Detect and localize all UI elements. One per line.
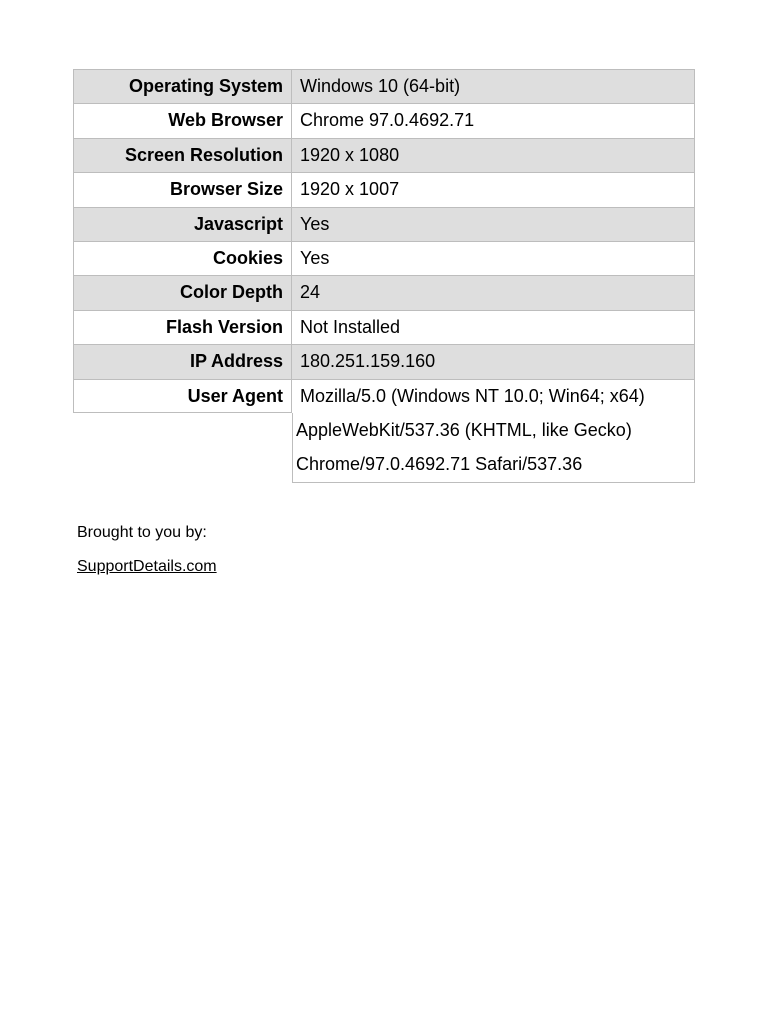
row-value: Yes <box>292 207 695 241</box>
row-ip-address <box>73 344 695 378</box>
row-web-browser <box>73 103 695 137</box>
row-value: Chrome 97.0.4692.71 <box>292 103 695 137</box>
row-value: Yes <box>292 241 695 275</box>
row-label: Operating System <box>73 69 292 103</box>
system-details-table <box>73 69 695 483</box>
footer <box>77 522 217 578</box>
row-value: Mozilla/5.0 (Windows NT 10.0; Win64; x64) <box>292 379 695 413</box>
row-label: User Agent <box>73 379 292 413</box>
row-flash-version <box>73 310 695 344</box>
row-label: Flash Version <box>73 310 292 344</box>
row-label: Screen Resolution <box>73 138 292 172</box>
row-value: 180.251.159.160 <box>292 344 695 378</box>
row-label: Cookies <box>73 241 292 275</box>
row-value: Windows 10 (64-bit) <box>292 69 695 103</box>
row-operating-system <box>73 69 695 103</box>
row-cookies <box>73 241 695 275</box>
row-value: 24 <box>292 275 695 309</box>
row-browser-size <box>73 172 695 206</box>
row-user-agent <box>73 379 695 413</box>
row-value: Not Installed <box>292 310 695 344</box>
row-screen-resolution <box>73 138 695 172</box>
brought-by-text: Brought to you by: <box>77 524 207 541</box>
row-label: Javascript <box>73 207 292 241</box>
user-agent-continuation <box>292 413 695 483</box>
row-label: IP Address <box>73 344 292 378</box>
row-label: Browser Size <box>73 172 292 206</box>
row-value: 1920 x 1080 <box>292 138 695 172</box>
support-details-link[interactable]: SupportDetails.com <box>77 558 217 575</box>
user-agent-line: AppleWebKit/537.36 (KHTML, like Gecko) <box>296 419 632 440</box>
user-agent-line: Chrome/97.0.4692.71 Safari/537.36 <box>296 454 583 475</box>
row-label: Web Browser <box>73 103 292 137</box>
row-value: 1920 x 1007 <box>292 172 695 206</box>
row-label: Color Depth <box>73 275 292 309</box>
row-color-depth <box>73 275 695 309</box>
row-javascript <box>73 207 695 241</box>
